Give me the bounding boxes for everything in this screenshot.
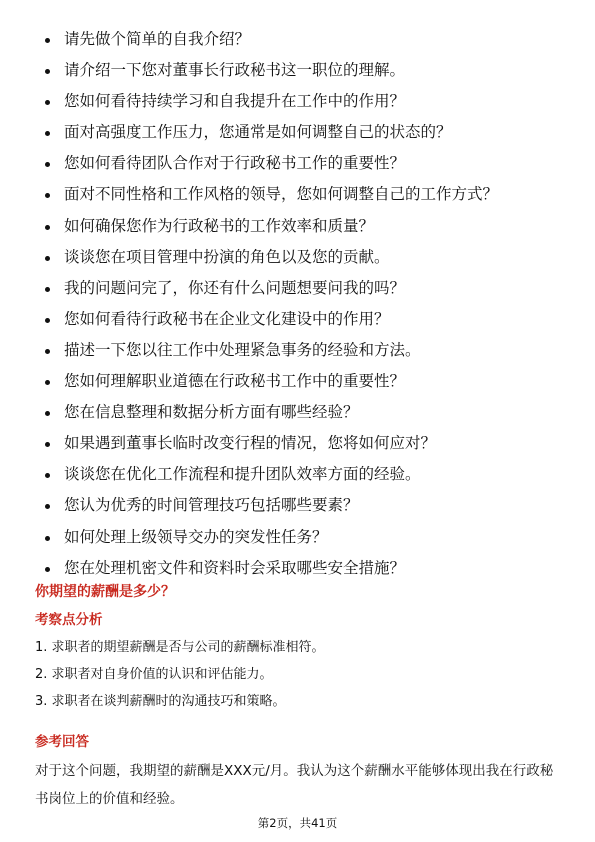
bullet-icon <box>45 256 50 261</box>
bullet-icon <box>45 442 50 447</box>
list-item <box>40 55 570 86</box>
analysis-list <box>35 638 325 719</box>
question-text: 您如何看待持续学习和自我提升在工作中的作用？ <box>64 92 406 111</box>
bullet-icon <box>45 162 50 167</box>
list-item <box>40 522 570 553</box>
list-item <box>40 335 570 366</box>
list-item <box>40 397 570 428</box>
list-item <box>40 553 570 584</box>
list-item <box>40 148 570 179</box>
salary-question-heading: 你期望的薪酬是多少？ <box>35 584 175 600</box>
question-text: 如何确保您作为行政秘书的工作效率和质量？ <box>64 216 375 235</box>
answer-heading: 参考回答 <box>35 734 89 750</box>
list-item <box>40 86 570 117</box>
question-text: 请先做个简单的自我介绍？ <box>64 30 251 48</box>
question-text: 我的问题问完了，你还有什么问题想要问我的吗？ <box>64 278 406 297</box>
bullet-icon <box>45 380 50 385</box>
bullet-icon <box>45 504 50 509</box>
list-item <box>40 366 570 397</box>
bullet-icon <box>45 131 50 136</box>
bullet-icon <box>45 411 50 416</box>
list-item <box>40 273 570 304</box>
list-item <box>40 179 570 210</box>
list-item <box>40 242 570 273</box>
question-text: 您在信息整理和数据分析方面有哪些经验？ <box>64 403 359 422</box>
question-text: 谈谈您在优化工作流程和提升团队效率方面的经验。 <box>64 465 421 484</box>
question-text: 如果遇到董事长临时改变行程的情况，您将如何应对？ <box>64 434 437 453</box>
bullet-icon <box>45 225 50 230</box>
list-item <box>40 459 570 490</box>
bullet-icon <box>45 318 50 323</box>
bullet-icon <box>45 193 50 198</box>
list-item <box>40 490 570 521</box>
bullet-icon <box>45 69 50 74</box>
question-text: 面对不同性格和工作风格的领导，您如何调整自己的工作方式？ <box>64 185 499 204</box>
question-text: 您如何理解职业道德在行政秘书工作中的重要性？ <box>64 372 406 391</box>
question-text: 请介绍一下您对董事长行政秘书这一职位的理解。 <box>64 61 406 80</box>
analysis-point: 2. 求职者对自身价值的认识和评估能力。 <box>35 667 273 682</box>
question-list <box>40 24 570 584</box>
page-footer: 第2页，共41页 <box>257 816 338 830</box>
question-text: 谈谈您在项目管理中扮演的角色以及您的贡献。 <box>64 247 390 266</box>
bullet-icon <box>45 536 50 541</box>
analysis-heading: 考察点分析 <box>35 612 103 628</box>
analysis-point: 1. 求职者的期望薪酬是否与公司的薪酬标准相符。 <box>35 640 325 655</box>
question-text: 您如何看待行政秘书在企业文化建设中的作用？ <box>64 309 390 328</box>
answer-paragraph: 对于这个问题，我期望的薪酬是XXX元/月。我认为这个薪酬水平能够体现出我在行政秘书岗位上的价值和经验。 <box>35 763 554 807</box>
question-text: 您如何看待团队合作对于行政秘书工作的重要性？ <box>64 154 406 173</box>
bullet-icon <box>45 349 50 354</box>
list-item <box>40 304 570 335</box>
question-text: 如何处理上级领导交办的突发性任务？ <box>64 527 328 546</box>
bullet-icon <box>45 567 50 572</box>
list-item <box>40 211 570 242</box>
bullet-icon <box>45 473 50 478</box>
list-item <box>40 117 570 148</box>
bullet-icon <box>45 287 50 292</box>
list-item <box>40 24 570 55</box>
bullet-icon <box>45 38 50 43</box>
question-text: 描述一下您以往工作中处理紧急事务的经验和方法。 <box>64 340 421 359</box>
bullet-icon <box>45 100 50 105</box>
list-item <box>40 428 570 459</box>
question-text: 面对高强度工作压力，您通常是如何调整自己的状态的？ <box>64 123 452 142</box>
analysis-point: 3. 求职者在谈判薪酬时的沟通技巧和策略。 <box>35 694 286 709</box>
question-text: 您认为优秀的时间管理技巧包括哪些要素？ <box>64 496 359 515</box>
question-text: 您在处理机密文件和资料时会采取哪些安全措施？ <box>64 558 406 577</box>
